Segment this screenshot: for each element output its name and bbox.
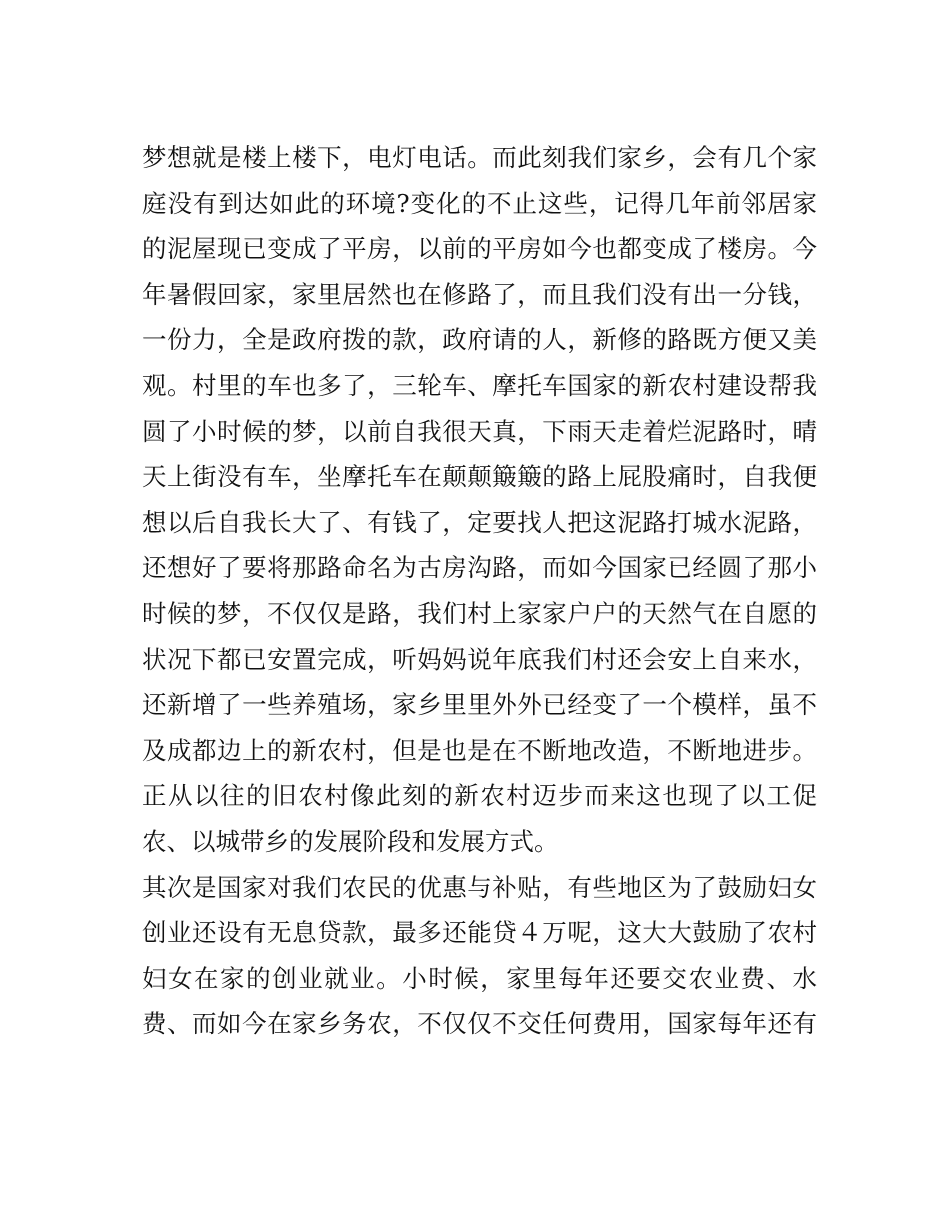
text-line: 的泥屋现已变成了平房，以前的平房如今也都变成了楼房。今 (142, 234, 817, 264)
text-line: 还想好了要将那路命名为古房沟路，而如今国家已经圆了那小 (142, 553, 817, 583)
text-line: 庭没有到达如此的环境?变化的不止这些，记得几年前邻居家 (142, 188, 817, 218)
text-line: 妇女在家的创业就业。小时候，家里每年还要交农业费、水 (142, 963, 817, 993)
text-line: 想以后自我长大了、有钱了，定要找人把这泥路打城水泥路， (142, 507, 817, 537)
text-line: 年暑假回家，家里居然也在修路了，而且我们没有出一分钱， (142, 279, 817, 309)
text-line: 观。村里的车也多了，三轮车、摩托车国家的新农村建设帮我 (142, 370, 817, 400)
text-line: 一份力，全是政府拨的款，政府请的人，新修的路既方便又美 (142, 325, 817, 355)
text-line: 正从以往的旧农村像此刻的新农村迈步而来这也现了以工促 (142, 781, 817, 811)
text-line: 梦想就是楼上楼下，电灯电话。而此刻我们家乡，会有几个家 (142, 143, 817, 172)
text-line: 创业还设有无息贷款，最多还能贷４万呢，这大大鼓励了农村 (142, 918, 817, 948)
text-line: 其次是国家对我们农民的优惠与补贴，有些地区为了鼓励妇女 (142, 872, 817, 902)
text-line: 还新增了一些养殖场，家乡里里外外已经变了一个模样，虽不 (142, 690, 817, 720)
text-line: 农、以城带乡的发展阶段和发展方式。 (142, 826, 559, 856)
text-line: 费、而如今在家乡务农，不仅仅不交任何费用，国家每年还有 (142, 1009, 817, 1039)
text-line: 时候的梦，不仅仅是路，我们村上家家户户的天然气在自愿的 (142, 598, 817, 628)
text-line: 天上街没有车，坐摩托车在颠颠簸簸的路上屁股痛时，自我便 (142, 462, 817, 492)
body-text (142, 135, 817, 1047)
text-line: 及成都边上的新农村，但是也是在不断地改造，不断地进步。 (142, 735, 817, 765)
text-line: 状况下都已安置完成，听妈妈说年底我们村还会安上自来水， (142, 644, 817, 674)
text-line: 圆了小时候的梦，以前自我很天真，下雨天走着烂泥路时，晴 (142, 416, 817, 446)
